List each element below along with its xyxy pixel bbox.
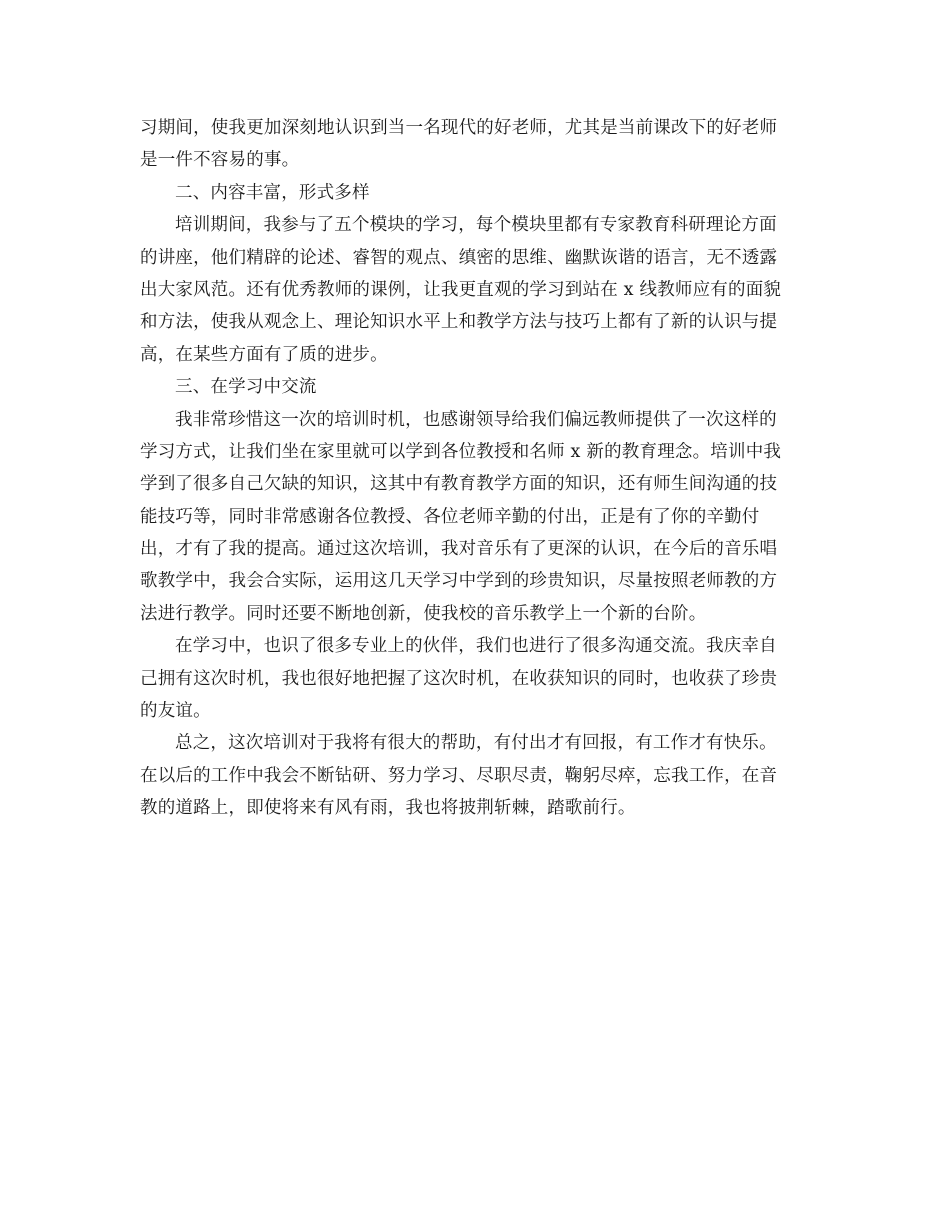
text-line: 在学习中，也识了很多专业上的伙伴，我们也进行了很多沟通交流。我庆幸自 <box>175 636 777 657</box>
text-line: 学习方式，让我们坐在家里就可以学到各位教授和名师 x 新的教育理念。培训中我 <box>140 441 782 462</box>
text-line: 歌教学中，我会合实际，运用这几天学习中学到的珍贵知识，尽量按照老师教的方 <box>140 571 778 592</box>
section-heading: 二、内容丰富，形式多样 <box>175 182 370 203</box>
text-line: 我非常珍惜这一次的培训时机，也感谢领导给我们偏远教师提供了一次这样的 <box>175 409 777 430</box>
text-line: 高，在某些方面有了质的进步。 <box>140 344 388 365</box>
text-line: 总之，这次培训对于我将有很大的帮助，有付出才有回报，有工作才有快乐。 <box>175 733 777 754</box>
text-line: 的讲座，他们精辟的论述、睿智的观点、缜密的思维、幽默诙谐的语言，无不透露 <box>140 247 778 268</box>
text-line: 教的道路上，即使将来有风有雨，我也将披荆斩棘，踏歌前行。 <box>140 798 636 819</box>
text-line: 学到了很多自己欠缺的知识，这其中有教育教学方面的知识，还有师生间沟通的技 <box>140 474 778 495</box>
section-heading: 三、在学习中交流 <box>175 377 317 398</box>
text-line: 是一件不容易的事。 <box>140 150 300 171</box>
text-line: 出大家风范。还有优秀教师的课例，让我更直观的学习到站在 x 线教师应有的面貌 <box>140 279 782 300</box>
text-line: 己拥有这次时机，我也很好地把握了这次时机，在收获知识的同时，也收获了珍贵 <box>140 668 778 689</box>
document-body <box>140 112 812 825</box>
text-line: 和方法，使我从观念上、理论知识水平上和教学方法与技巧上都有了新的认识与提 <box>140 312 778 333</box>
text-line: 习期间，使我更加深刻地认识到当一名现代的好老师，尤其是当前课改下的好老师 <box>140 118 778 138</box>
text-line: 能技巧等，同时非常感谢各位教授、各位老师辛勤的付出，正是有了你的辛勤付 <box>140 506 760 527</box>
text-line: 的友谊。 <box>140 701 211 722</box>
text-line: 在以后的工作中我会不断钻研、努力学习、尽职尽责，鞠躬尽瘁，忘我工作，在音 <box>140 765 778 786</box>
text-line: 出，才有了我的提高。通过这次培训，我对音乐有了更深的认识，在今后的音乐唱 <box>140 539 778 560</box>
text-line: 法进行教学。同时还要不断地创新，使我校的音乐教学上一个新的台阶。 <box>140 603 707 624</box>
text-line: 培训期间，我参与了五个模块的学习，每个模块里都有专家教育科研理论方面 <box>175 215 777 236</box>
